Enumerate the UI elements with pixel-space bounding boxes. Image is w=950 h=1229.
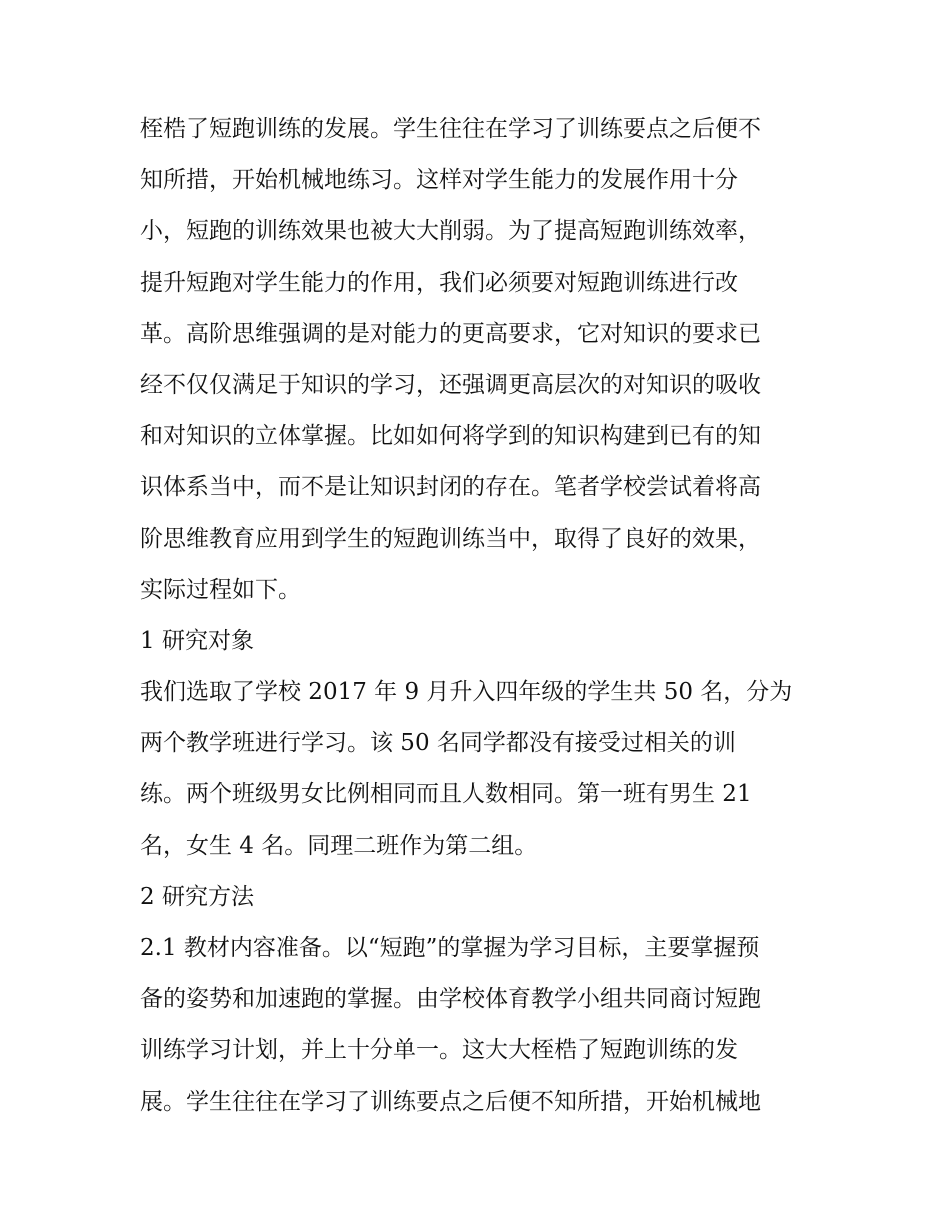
paragraph-line: 和对知识的立体掌握。比如如何将学到的知识构建到已有的知 xyxy=(140,423,761,450)
paragraph-line: 名，女生 4 名。同理二班作为第二组。 xyxy=(140,832,538,859)
document-page xyxy=(140,104,820,1128)
subsection-line: 2.1 教材内容准备。以“短跑”的掌握为学习目标，主要掌握预 xyxy=(140,935,760,961)
paragraph-line: 桎梏了短跑训练的发展。学生往往在学习了训练要点之后便不 xyxy=(140,116,761,142)
paragraph-line: 实际过程如下。 xyxy=(140,576,301,603)
paragraph-line: 展。学生往往在学习了训练要点之后便不知所措，开始机械地 xyxy=(140,1088,761,1115)
paragraph-line: 练。两个班级男女比例相同而且人数相同。第一班有男生 21 xyxy=(140,781,752,808)
paragraph-line: 革。高阶思维强调的是对能力的更高要求，它对知识的要求已 xyxy=(140,320,761,347)
section-heading-research-subjects: 1 研究对象 xyxy=(140,627,254,654)
paragraph-line: 提升短跑对学生能力的作用，我们必须要对短跑训练进行改 xyxy=(140,269,738,296)
paragraph-line: 两个教学班进行学习。该 50 名同学都没有接受过相关的训 xyxy=(140,730,736,757)
section-heading-research-methods: 2 研究方法 xyxy=(140,883,254,910)
paragraph-line: 我们选取了学校 2017 年 9 月升入四年级的学生共 50 名，分为 xyxy=(140,679,793,706)
paragraph-line: 训练学习计划，并上十分单一。这大大桎梏了短跑训练的发 xyxy=(140,1037,738,1064)
paragraph-line: 经不仅仅满足于知识的学习，还强调更高层次的对知识的吸收 xyxy=(140,371,761,398)
paragraph-line: 备的姿势和加速跑的掌握。由学校体育教学小组共同商讨短跑 xyxy=(140,986,761,1013)
paragraph-line: 知所措，开始机械地练习。这样对学生能力的发展作用十分 xyxy=(140,167,738,194)
paragraph-line: 阶思维教育应用到学生的短跑训练当中，取得了良好的效果， xyxy=(140,525,761,552)
paragraph-line: 识体系当中，而不是让知识封闭的存在。笔者学校尝试着将高 xyxy=(140,474,761,501)
paragraph-line: 小，短跑的训练效果也被大大削弱。为了提高短跑训练效率， xyxy=(140,218,761,245)
